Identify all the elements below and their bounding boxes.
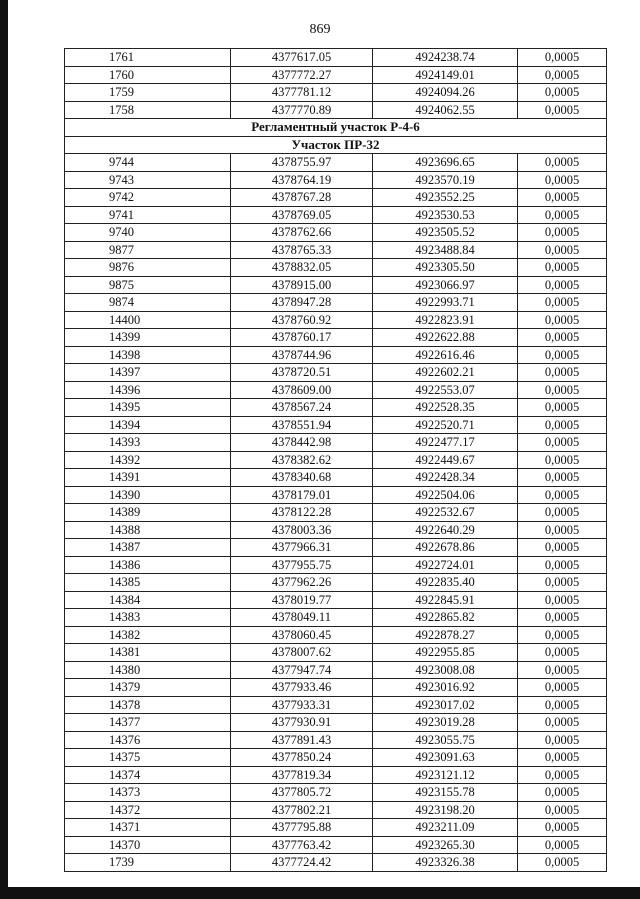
x-coordinate-cell: 4378720.51 [231, 364, 373, 382]
y-coordinate-cell: 4923265.30 [373, 836, 518, 854]
accuracy-cell: 0,0005 [518, 661, 607, 679]
table-row [65, 276, 607, 294]
y-coordinate-cell: 4922602.21 [373, 364, 518, 382]
accuracy-cell: 0,0005 [518, 84, 607, 102]
point-number-cell: 14388 [65, 521, 231, 539]
table-row [65, 539, 607, 557]
accuracy-cell: 0,0005 [518, 644, 607, 662]
x-coordinate-cell: 4377947.74 [231, 661, 373, 679]
x-coordinate-cell: 4377891.43 [231, 731, 373, 749]
section-title-row [65, 119, 607, 137]
point-number-cell: 14392 [65, 451, 231, 469]
accuracy-cell: 0,0005 [518, 854, 607, 872]
table-row [65, 574, 607, 592]
accuracy-cell: 0,0005 [518, 171, 607, 189]
accuracy-cell: 0,0005 [518, 679, 607, 697]
table-row [65, 626, 607, 644]
accuracy-cell: 0,0005 [518, 206, 607, 224]
accuracy-cell: 0,0005 [518, 836, 607, 854]
y-coordinate-cell: 4922553.07 [373, 381, 518, 399]
point-number-cell: 14384 [65, 591, 231, 609]
x-coordinate-cell: 4377781.12 [231, 84, 373, 102]
y-coordinate-cell: 4922724.01 [373, 556, 518, 574]
point-number-cell: 14398 [65, 346, 231, 364]
y-coordinate-cell: 4922640.29 [373, 521, 518, 539]
point-number-cell: 1759 [65, 84, 231, 102]
accuracy-cell: 0,0005 [518, 696, 607, 714]
point-number-cell: 1760 [65, 66, 231, 84]
point-number-cell: 9876 [65, 259, 231, 277]
y-coordinate-cell: 4923055.75 [373, 731, 518, 749]
x-coordinate-cell: 4377930.91 [231, 714, 373, 732]
accuracy-cell: 0,0005 [518, 49, 607, 67]
point-number-cell: 14385 [65, 574, 231, 592]
point-number-cell: 9740 [65, 224, 231, 242]
table-row [65, 766, 607, 784]
table-row [65, 66, 607, 84]
y-coordinate-cell: 4923008.08 [373, 661, 518, 679]
x-coordinate-cell: 4377724.42 [231, 854, 373, 872]
y-coordinate-cell: 4923530.53 [373, 206, 518, 224]
coordinates-table-body [65, 49, 607, 872]
x-coordinate-cell: 4378760.17 [231, 329, 373, 347]
table-row [65, 556, 607, 574]
table-row [65, 854, 607, 872]
y-coordinate-cell: 4922449.67 [373, 451, 518, 469]
table-row [65, 346, 607, 364]
point-number-cell: 14382 [65, 626, 231, 644]
point-number-cell: 14375 [65, 749, 231, 767]
x-coordinate-cell: 4378915.00 [231, 276, 373, 294]
accuracy-cell: 0,0005 [518, 749, 607, 767]
table-row [65, 311, 607, 329]
table-row [65, 714, 607, 732]
scan-bottom-edge [0, 887, 640, 899]
accuracy-cell: 0,0005 [518, 766, 607, 784]
accuracy-cell: 0,0005 [518, 381, 607, 399]
table-row [65, 679, 607, 697]
point-number-cell: 14374 [65, 766, 231, 784]
table-row [65, 486, 607, 504]
x-coordinate-cell: 4378003.36 [231, 521, 373, 539]
table-row [65, 749, 607, 767]
x-coordinate-cell: 4377772.27 [231, 66, 373, 84]
x-coordinate-cell: 4378755.97 [231, 154, 373, 172]
y-coordinate-cell: 4922504.06 [373, 486, 518, 504]
accuracy-cell: 0,0005 [518, 189, 607, 207]
accuracy-cell: 0,0005 [518, 259, 607, 277]
y-coordinate-cell: 4922622.88 [373, 329, 518, 347]
table-row [65, 591, 607, 609]
y-coordinate-cell: 4923017.02 [373, 696, 518, 714]
y-coordinate-cell: 4922532.67 [373, 504, 518, 522]
y-coordinate-cell: 4923305.50 [373, 259, 518, 277]
table-row [65, 836, 607, 854]
table-row [65, 434, 607, 452]
y-coordinate-cell: 4923326.38 [373, 854, 518, 872]
y-coordinate-cell: 4923488.84 [373, 241, 518, 259]
x-coordinate-cell: 4378567.24 [231, 399, 373, 417]
y-coordinate-cell: 4923505.52 [373, 224, 518, 242]
accuracy-cell: 0,0005 [518, 574, 607, 592]
point-number-cell: 9877 [65, 241, 231, 259]
y-coordinate-cell: 4922520.71 [373, 416, 518, 434]
x-coordinate-cell: 4377617.05 [231, 49, 373, 67]
accuracy-cell: 0,0005 [518, 241, 607, 259]
point-number-cell: 14386 [65, 556, 231, 574]
x-coordinate-cell: 4377805.72 [231, 784, 373, 802]
point-number-cell: 9744 [65, 154, 231, 172]
y-coordinate-cell: 4922616.46 [373, 346, 518, 364]
accuracy-cell: 0,0005 [518, 101, 607, 119]
accuracy-cell: 0,0005 [518, 521, 607, 539]
x-coordinate-cell: 4377819.34 [231, 766, 373, 784]
accuracy-cell: 0,0005 [518, 469, 607, 487]
table-row [65, 84, 607, 102]
coordinates-table [64, 48, 607, 872]
point-number-cell: 14396 [65, 381, 231, 399]
x-coordinate-cell: 4378744.96 [231, 346, 373, 364]
x-coordinate-cell: 4377933.31 [231, 696, 373, 714]
accuracy-cell: 0,0005 [518, 714, 607, 732]
table-row [65, 399, 607, 417]
y-coordinate-cell: 4922477.17 [373, 434, 518, 452]
y-coordinate-cell: 4922845.91 [373, 591, 518, 609]
y-coordinate-cell: 4922865.82 [373, 609, 518, 627]
point-number-cell: 14393 [65, 434, 231, 452]
point-number-cell: 9874 [65, 294, 231, 312]
y-coordinate-cell: 4923198.20 [373, 801, 518, 819]
x-coordinate-cell: 4378340.68 [231, 469, 373, 487]
accuracy-cell: 0,0005 [518, 311, 607, 329]
accuracy-cell: 0,0005 [518, 504, 607, 522]
accuracy-cell: 0,0005 [518, 399, 607, 417]
accuracy-cell: 0,0005 [518, 784, 607, 802]
point-number-cell: 14372 [65, 801, 231, 819]
y-coordinate-cell: 4923696.65 [373, 154, 518, 172]
table-row [65, 451, 607, 469]
point-number-cell: 14380 [65, 661, 231, 679]
y-coordinate-cell: 4923155.78 [373, 784, 518, 802]
x-coordinate-cell: 4378765.33 [231, 241, 373, 259]
x-coordinate-cell: 4378764.19 [231, 171, 373, 189]
point-number-cell: 1761 [65, 49, 231, 67]
table-row [65, 206, 607, 224]
y-coordinate-cell: 4923570.19 [373, 171, 518, 189]
accuracy-cell: 0,0005 [518, 329, 607, 347]
table-row [65, 329, 607, 347]
x-coordinate-cell: 4378947.28 [231, 294, 373, 312]
table-row [65, 294, 607, 312]
y-coordinate-cell: 4923019.28 [373, 714, 518, 732]
point-number-cell: 14381 [65, 644, 231, 662]
y-coordinate-cell: 4922835.40 [373, 574, 518, 592]
x-coordinate-cell: 4378762.66 [231, 224, 373, 242]
table-row [65, 416, 607, 434]
accuracy-cell: 0,0005 [518, 66, 607, 84]
x-coordinate-cell: 4378442.98 [231, 434, 373, 452]
y-coordinate-cell: 4922428.34 [373, 469, 518, 487]
y-coordinate-cell: 4923211.09 [373, 819, 518, 837]
y-coordinate-cell: 4923121.12 [373, 766, 518, 784]
x-coordinate-cell: 4377770.89 [231, 101, 373, 119]
x-coordinate-cell: 4377850.24 [231, 749, 373, 767]
table-row [65, 171, 607, 189]
table-row [65, 521, 607, 539]
y-coordinate-cell: 4923091.63 [373, 749, 518, 767]
subsection-title-row [65, 136, 607, 154]
y-coordinate-cell: 4922528.35 [373, 399, 518, 417]
accuracy-cell: 0,0005 [518, 591, 607, 609]
table-row [65, 609, 607, 627]
point-number-cell: 14387 [65, 539, 231, 557]
accuracy-cell: 0,0005 [518, 556, 607, 574]
x-coordinate-cell: 4378767.28 [231, 189, 373, 207]
accuracy-cell: 0,0005 [518, 434, 607, 452]
table-row [65, 259, 607, 277]
point-number-cell: 14390 [65, 486, 231, 504]
x-coordinate-cell: 4378060.45 [231, 626, 373, 644]
y-coordinate-cell: 4924238.74 [373, 49, 518, 67]
accuracy-cell: 0,0005 [518, 626, 607, 644]
point-number-cell: 9743 [65, 171, 231, 189]
accuracy-cell: 0,0005 [518, 364, 607, 382]
point-number-cell: 9742 [65, 189, 231, 207]
accuracy-cell: 0,0005 [518, 294, 607, 312]
point-number-cell: 14373 [65, 784, 231, 802]
y-coordinate-cell: 4922823.91 [373, 311, 518, 329]
subsection-title: Участок ПР-32 [65, 136, 607, 154]
accuracy-cell: 0,0005 [518, 346, 607, 364]
accuracy-cell: 0,0005 [518, 539, 607, 557]
table-row [65, 101, 607, 119]
y-coordinate-cell: 4924149.01 [373, 66, 518, 84]
accuracy-cell: 0,0005 [518, 154, 607, 172]
accuracy-cell: 0,0005 [518, 276, 607, 294]
table-row [65, 644, 607, 662]
accuracy-cell: 0,0005 [518, 609, 607, 627]
point-number-cell: 14391 [65, 469, 231, 487]
point-number-cell: 9875 [65, 276, 231, 294]
section-title: Регламентный участок Р-4-6 [65, 119, 607, 137]
y-coordinate-cell: 4924062.55 [373, 101, 518, 119]
x-coordinate-cell: 4378551.94 [231, 416, 373, 434]
x-coordinate-cell: 4377966.31 [231, 539, 373, 557]
table-row [65, 731, 607, 749]
accuracy-cell: 0,0005 [518, 819, 607, 837]
x-coordinate-cell: 4378769.05 [231, 206, 373, 224]
point-number-cell: 14379 [65, 679, 231, 697]
table-row [65, 469, 607, 487]
point-number-cell: 14383 [65, 609, 231, 627]
point-number-cell: 14376 [65, 731, 231, 749]
table-row [65, 819, 607, 837]
x-coordinate-cell: 4377955.75 [231, 556, 373, 574]
point-number-cell: 14400 [65, 311, 231, 329]
table-row [65, 661, 607, 679]
y-coordinate-cell: 4922993.71 [373, 294, 518, 312]
point-number-cell: 1739 [65, 854, 231, 872]
x-coordinate-cell: 4378122.28 [231, 504, 373, 522]
table-row [65, 381, 607, 399]
x-coordinate-cell: 4377933.46 [231, 679, 373, 697]
x-coordinate-cell: 4377795.88 [231, 819, 373, 837]
point-number-cell: 14397 [65, 364, 231, 382]
table-row [65, 801, 607, 819]
point-number-cell: 14399 [65, 329, 231, 347]
point-number-cell: 14395 [65, 399, 231, 417]
point-number-cell: 14371 [65, 819, 231, 837]
table-row [65, 154, 607, 172]
accuracy-cell: 0,0005 [518, 486, 607, 504]
x-coordinate-cell: 4377802.21 [231, 801, 373, 819]
point-number-cell: 14378 [65, 696, 231, 714]
x-coordinate-cell: 4378609.00 [231, 381, 373, 399]
x-coordinate-cell: 4378049.11 [231, 609, 373, 627]
y-coordinate-cell: 4922678.86 [373, 539, 518, 557]
accuracy-cell: 0,0005 [518, 731, 607, 749]
accuracy-cell: 0,0005 [518, 451, 607, 469]
table-row [65, 504, 607, 522]
table-row [65, 784, 607, 802]
y-coordinate-cell: 4924094.26 [373, 84, 518, 102]
x-coordinate-cell: 4377763.42 [231, 836, 373, 854]
accuracy-cell: 0,0005 [518, 224, 607, 242]
point-number-cell: 9741 [65, 206, 231, 224]
x-coordinate-cell: 4378382.62 [231, 451, 373, 469]
y-coordinate-cell: 4922878.27 [373, 626, 518, 644]
x-coordinate-cell: 4378019.77 [231, 591, 373, 609]
x-coordinate-cell: 4378832.05 [231, 259, 373, 277]
point-number-cell: 14389 [65, 504, 231, 522]
x-coordinate-cell: 4377962.26 [231, 574, 373, 592]
table-row [65, 364, 607, 382]
accuracy-cell: 0,0005 [518, 801, 607, 819]
y-coordinate-cell: 4923552.25 [373, 189, 518, 207]
table-row [65, 696, 607, 714]
y-coordinate-cell: 4923066.97 [373, 276, 518, 294]
x-coordinate-cell: 4378007.62 [231, 644, 373, 662]
table-row [65, 241, 607, 259]
y-coordinate-cell: 4923016.92 [373, 679, 518, 697]
y-coordinate-cell: 4922955.85 [373, 644, 518, 662]
page-number: 869 [309, 22, 331, 37]
table-row [65, 49, 607, 67]
point-number-cell: 14370 [65, 836, 231, 854]
point-number-cell: 14377 [65, 714, 231, 732]
table-row [65, 224, 607, 242]
x-coordinate-cell: 4378179.01 [231, 486, 373, 504]
table-row [65, 189, 607, 207]
point-number-cell: 14394 [65, 416, 231, 434]
accuracy-cell: 0,0005 [518, 416, 607, 434]
scan-left-edge [0, 0, 8, 899]
x-coordinate-cell: 4378760.92 [231, 311, 373, 329]
point-number-cell: 1758 [65, 101, 231, 119]
